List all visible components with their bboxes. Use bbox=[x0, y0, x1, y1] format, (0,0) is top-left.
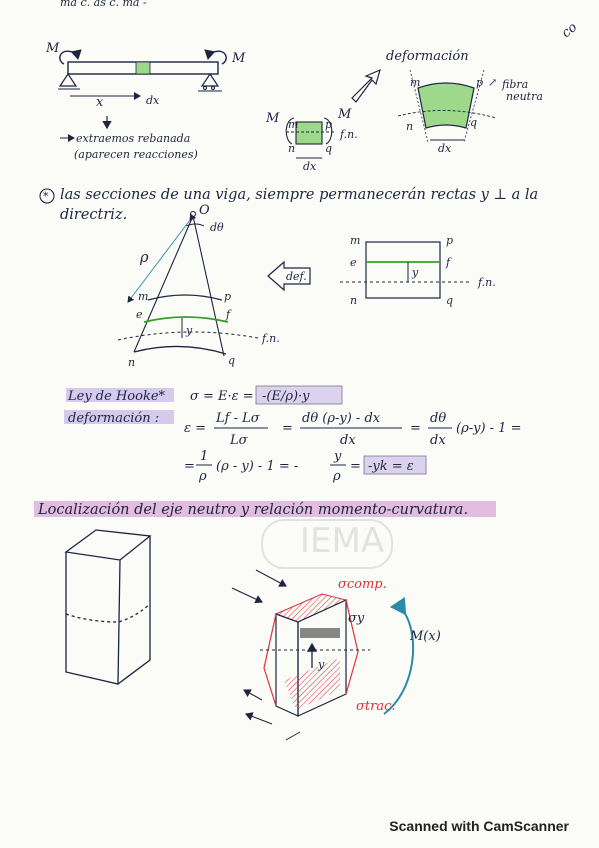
svg-text:dx: dx bbox=[438, 142, 452, 155]
svg-text:n: n bbox=[350, 294, 358, 307]
svg-text:Lf - Lσ: Lf - Lσ bbox=[216, 411, 260, 426]
svg-text:n: n bbox=[128, 356, 136, 369]
svg-text:Localización del eje neutro y: Localización del eje neutro y relación momento-curvatura. bbox=[38, 502, 469, 518]
svg-text:q: q bbox=[228, 354, 236, 367]
roller-support bbox=[202, 74, 218, 86]
svg-text:σ = E·ε =: σ = E·ε = bbox=[190, 389, 254, 404]
svg-text:n: n bbox=[288, 142, 296, 155]
svg-text:dθ: dθ bbox=[430, 411, 447, 426]
moment-right-label: M bbox=[232, 51, 246, 66]
svg-text:(ρ-y) - 1 =: (ρ-y) - 1 = bbox=[456, 421, 522, 436]
svg-text:f: f bbox=[446, 256, 451, 269]
def-arrow bbox=[268, 262, 310, 290]
svg-text:e: e bbox=[350, 256, 357, 269]
hypothesis-line-2: directriz. bbox=[60, 207, 128, 223]
svg-text:=: = bbox=[350, 459, 361, 474]
svg-text:=: = bbox=[184, 459, 195, 474]
watermark bbox=[262, 520, 392, 568]
svg-text:def.: def. bbox=[286, 270, 307, 283]
top-scrap-text: ma c. as c. ma - bbox=[60, 0, 147, 9]
sigma-comp: σcomp. bbox=[338, 577, 387, 592]
hooke-label: Ley de Hooke* bbox=[68, 389, 166, 404]
sigma-y: σy bbox=[348, 611, 365, 626]
svg-text:m: m bbox=[410, 76, 421, 89]
svg-text:p: p bbox=[325, 118, 333, 131]
svg-text:M: M bbox=[266, 111, 280, 126]
svg-text:1: 1 bbox=[200, 449, 209, 464]
svg-text:ρ: ρ bbox=[199, 469, 207, 484]
svg-text:ρ: ρ bbox=[140, 250, 149, 266]
pin-support bbox=[60, 74, 76, 86]
curved-segment-diagram bbox=[118, 203, 280, 369]
corner-scrap: co bbox=[558, 19, 581, 42]
hypothesis-line-1: las secciones de una viga, siempre permanecerán rectas y ⊥ a la bbox=[60, 187, 539, 203]
beam-diagram bbox=[45, 41, 246, 161]
x-label: x bbox=[96, 95, 104, 110]
svg-text:=: = bbox=[410, 421, 421, 436]
beam-element bbox=[265, 107, 358, 173]
svg-text:f.n.: f.n. bbox=[478, 276, 496, 289]
svg-text:y: y bbox=[186, 324, 193, 337]
svg-text:dx: dx bbox=[430, 433, 446, 448]
svg-text:q: q bbox=[325, 142, 333, 155]
svg-text:y: y bbox=[412, 266, 419, 279]
svg-text:dθ: dθ bbox=[210, 221, 224, 234]
svg-text:f: f bbox=[226, 308, 231, 321]
svg-text:y: y bbox=[318, 658, 325, 671]
beam-slice bbox=[136, 62, 150, 74]
cut-note-2: (aparecen reacciones) bbox=[74, 148, 198, 161]
svg-text:p: p bbox=[476, 76, 484, 89]
svg-text:f.n.: f.n. bbox=[262, 332, 280, 345]
svg-text:n: n bbox=[406, 120, 414, 133]
beam-block-sketch bbox=[66, 530, 150, 684]
svg-text:q: q bbox=[446, 294, 454, 307]
hollow-arrow-up bbox=[352, 70, 380, 102]
svg-text:*: * bbox=[43, 190, 49, 203]
svg-text:(ρ - y) - 1 = -: (ρ - y) - 1 = - bbox=[216, 459, 299, 474]
curvature-result: -yk = ε bbox=[368, 459, 414, 474]
svg-text:q: q bbox=[470, 116, 478, 129]
deformacion-label: deformación : bbox=[68, 411, 160, 426]
svg-text:dx: dx bbox=[340, 433, 356, 448]
moment-left-label: M bbox=[46, 41, 60, 56]
hypothesis bbox=[40, 187, 538, 223]
svg-text:dθ (ρ-y) - dx: dθ (ρ-y) - dx bbox=[302, 411, 381, 426]
svg-text:ρ: ρ bbox=[333, 469, 341, 484]
svg-text:-(E/ρ)·y: -(E/ρ)·y bbox=[262, 389, 310, 404]
watermark-text: IEMA bbox=[300, 521, 385, 561]
rect-element bbox=[340, 234, 496, 307]
svg-text:p: p bbox=[446, 234, 454, 247]
svg-text:m: m bbox=[350, 234, 361, 247]
deformed-element bbox=[386, 20, 580, 155]
moment-label: M(x) bbox=[410, 629, 441, 644]
svg-text:p: p bbox=[224, 290, 232, 303]
equations bbox=[64, 386, 521, 484]
svg-text:dx: dx bbox=[303, 160, 317, 173]
scanner-footer: Scanned with CamScanner bbox=[389, 818, 569, 834]
svg-text:f.n.: f.n. bbox=[340, 128, 358, 141]
svg-text:neutra: neutra bbox=[506, 90, 543, 103]
svg-text:ε =: ε = bbox=[184, 421, 207, 436]
svg-text:↗: ↗ bbox=[488, 76, 498, 89]
svg-text:e: e bbox=[136, 308, 143, 321]
svg-text:m: m bbox=[138, 290, 149, 303]
svg-text:y: y bbox=[334, 449, 342, 464]
dx-label: dx bbox=[146, 94, 160, 107]
stress-diagram bbox=[232, 570, 441, 740]
sigma-trac: σtrac. bbox=[356, 699, 396, 714]
svg-text:fibra: fibra bbox=[502, 78, 529, 91]
section-2-title bbox=[34, 501, 496, 518]
svg-text:m: m bbox=[288, 118, 299, 131]
svg-text:M: M bbox=[338, 107, 352, 122]
svg-text:O: O bbox=[199, 203, 210, 218]
cut-note-1: extraemos rebanada bbox=[76, 132, 191, 145]
svg-text:=: = bbox=[282, 421, 293, 436]
deformacion-title: deformación bbox=[386, 49, 469, 64]
svg-text:Lσ: Lσ bbox=[230, 433, 248, 448]
